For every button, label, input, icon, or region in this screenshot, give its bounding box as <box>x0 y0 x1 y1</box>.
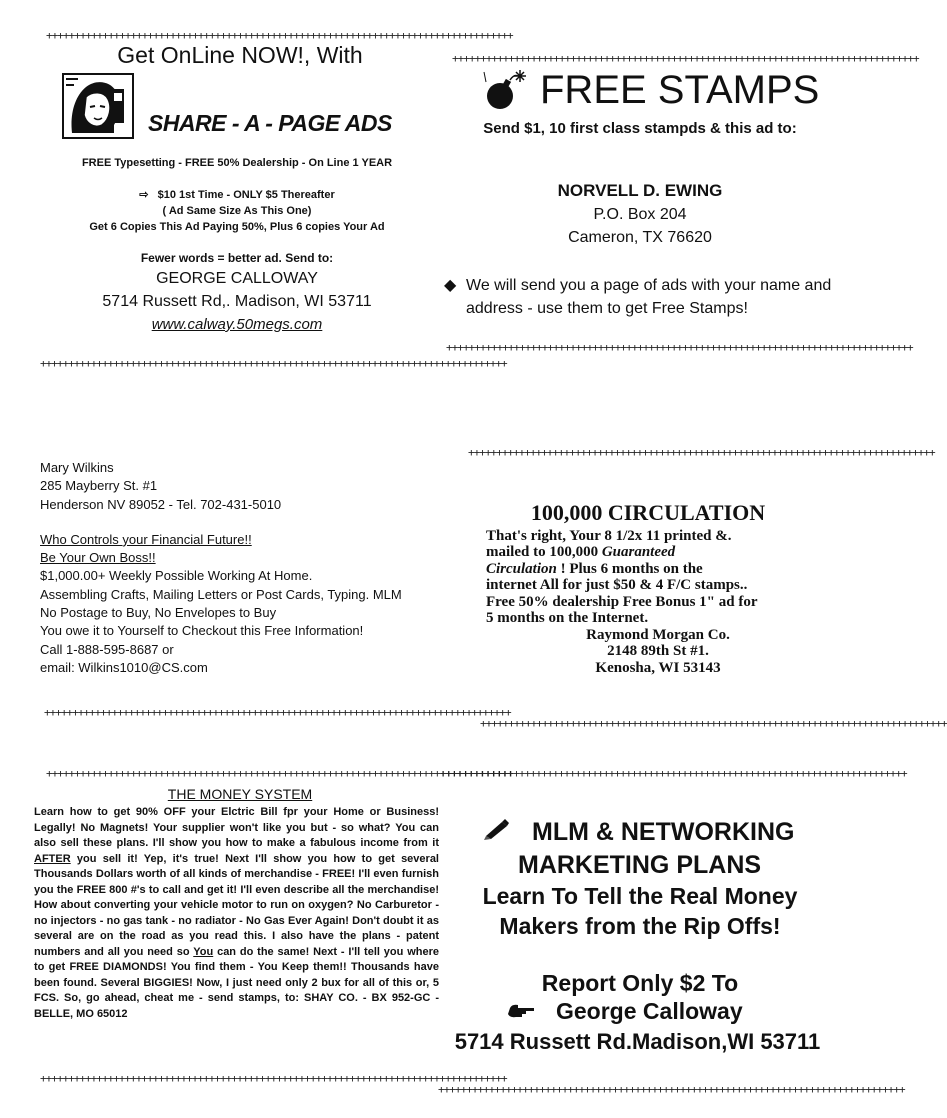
ad-circulation <box>478 500 818 676</box>
ad-share-free-line: FREE Typesetting - FREE 50% Dealership - On Line 1 YEAR <box>81 157 393 169</box>
divider-left-4: +++++++++++++++++++++++++++++++++++++++++++++++++++++++++++++++++++++++++++++++++++ <box>40 1072 507 1085</box>
divider-right-2: +++++++++++++++++++++++++++++++++++++++++++++++++++++++++++++++++++++++++++++++++++ <box>468 446 935 459</box>
divider-right-4: +++++++++++++++++++++++++++++++++++++++++++++++++++++++++++++++++++++++++++++++++++ <box>440 767 907 780</box>
ad-wilkins-headline2: Be Your Own Boss!! <box>40 550 156 566</box>
diamond-bullet-icon: ◆ <box>444 277 457 294</box>
ad-money-body: Learn how to get 90% OFF your Elctric Bill fpr your Home or Business! Legally! No Magnets! Your supplier won't like you but - so what? You can also sell these plans. I'll show you how to make a fabulous income from it AFTER you sell it! Yep, it's true! Next I'll show you how to get several Thousands Dollars worth of all kinds of merchandise - FREE! I'll even furnish you the FREE 800 #'s to call and get it! I'll even describe all the merchandise! How about converting your vehicle motor to run on oxygen? No Carburetor - no injectors - no gas tank - no radiator - No Gas Ever Again! Don't doubt it as several are on the road as you read this. I also have the plans - patent numbers and all you need so You can do the same! Next - I'll tell you where to get FREE DIAMONDS! You find them - You Keep them!! Thousands have been found. Several BIGGIES! Now, I just need only 2 bux for all of this or, 5 FCS. So, go ahead, cheat me - send stamps, to: SHAY CO. - BX 952-GC - BELLE, MO 65012 <box>34 806 439 1020</box>
ad-mlm-line2: Makers from the Rip Offs! <box>499 913 781 939</box>
ad-share-brand: SHARE - A - PAGE ADS <box>148 110 392 136</box>
ad-stamps-city: Cameron, TX 76620 <box>568 229 712 246</box>
ad-share-title: Get OnLine NOW!, With <box>117 42 363 68</box>
arrow-icon: ⇨ <box>139 189 149 201</box>
ad-wilkins-name: Mary Wilkins <box>40 460 114 475</box>
ad-share-copies: Get 6 Copies This Ad Paying 50%, Plus 6 copies Your Ad <box>89 221 385 233</box>
ad-share-name: GEORGE CALLOWAY <box>156 270 318 287</box>
pointing-hand-icon <box>506 1002 536 1020</box>
ad-wilkins-email: email: Wilkins1010@CS.com <box>40 659 208 675</box>
divider-right-3: +++++++++++++++++++++++++++++++++++++++++++++++++++++++++++++++++++++++++++++++++++ <box>480 717 947 730</box>
ad-mlm-heading1: MLM & NETWORKING <box>532 818 795 846</box>
ad-share-address: 5714 Russett Rd,. Madison, WI 53711 <box>102 293 372 310</box>
divider-right-1: +++++++++++++++++++++++++++++++++++++++++++++++++++++++++++++++++++++++++++++++++++ <box>446 341 913 354</box>
ad-wilkins-city-tel: Henderson NV 89052 - Tel. 702-431-5010 <box>40 496 282 512</box>
ad-mlm-name: George Calloway <box>556 998 743 1024</box>
ad-stamps-name: NORVELL D. EWING <box>557 181 723 200</box>
ad-mlm-address: 5714 Russett Rd.Madison,WI 53711 <box>454 1029 821 1054</box>
ad-circulation-line5: Free 50% dealership Free Bonus 1" ad for <box>486 593 758 610</box>
ad-wilkins-postage: No Postage to Buy, No Envelopes to Buy <box>40 605 277 621</box>
divider-top-right: +++++++++++++++++++++++++++++++++++++++++++++++++++++++++++++++++++++++++++++++++++ <box>452 52 919 65</box>
ad-money-title: THE MONEY SYSTEM <box>167 786 313 802</box>
divider-right-5: +++++++++++++++++++++++++++++++++++++++++++++++++++++++++++++++++++++++++++++++++++ <box>438 1083 905 1096</box>
divider-left-1: +++++++++++++++++++++++++++++++++++++++++++++++++++++++++++++++++++++++++++++++++++ <box>40 357 507 370</box>
ad-circulation-line2: mailed to 100,000 Guaranteed <box>486 544 676 560</box>
ad-wilkins-work: Assembling Crafts, Mailing Letters or Post Cards, Typing. MLM <box>40 586 402 602</box>
ad-mlm-report: Report Only $2 To <box>541 970 739 996</box>
ad-wilkins-street: 285 Mayberry St. #1 <box>40 478 158 494</box>
ad-circulation-line6: 5 months on the Internet. <box>486 610 649 626</box>
divider-left-3: +++++++++++++++++++++++++++++++++++++++++++++++++++++++++++++++++++++++++++++++++++ <box>46 767 513 780</box>
divider-left-2: +++++++++++++++++++++++++++++++++++++++++++++++++++++++++++++++++++++++++++++++++++ <box>44 706 511 719</box>
ad-mlm-line1: Learn To Tell the Real Money <box>482 883 798 909</box>
ad-circulation-street: 2148 89th St #1. <box>607 643 709 659</box>
pencil-icon <box>482 818 510 840</box>
ad-circulation-line3: Circulation ! Plus 6 months on the <box>486 560 703 577</box>
woman-on-phone-icon <box>62 73 134 139</box>
ad-circulation-line4: internet All for just $50 & 4 F/C stamps.. <box>486 577 748 593</box>
ad-share-price: $10 1st Time - ONLY $5 Thereafter <box>157 189 335 201</box>
ad-stamps-title: FREE STAMPS <box>540 68 820 112</box>
ad-share-url-link[interactable]: www.calway.50megs.com <box>151 316 323 333</box>
ad-wilkins-weekly: $1,000.00+ Weekly Possible Working At Home. <box>40 568 313 584</box>
ad-wilkins-call: Call 1-888-595-8687 or <box>40 641 174 657</box>
divider-top-left: +++++++++++++++++++++++++++++++++++++++++++++++++++++++++++++++++++++++++++++++++++ <box>46 29 513 42</box>
ad-circulation-line1: That's right, Your 8 1/2x 11 printed &. <box>486 527 732 544</box>
ad-circulation-title: 100,000 CIRCULATION <box>530 500 766 525</box>
ad-share-price-block <box>42 187 432 235</box>
ad-share-size: ( Ad Same Size As This One) <box>162 205 312 217</box>
ad-circulation-city: Kenosha, WI 53143 <box>595 659 721 676</box>
ad-wilkins-headline1: Who Controls your Financial Future!! <box>40 531 252 547</box>
bomb-icon <box>482 68 530 112</box>
ad-stamps-send: Send $1, 10 first class stampds & this ad to: <box>483 120 797 137</box>
ad-stamps-body: We will send you a page of ads with your name and address - use them to get Free Stamps! <box>466 277 832 317</box>
ad-wilkins <box>40 459 440 677</box>
ad-stamps-box: P.O. Box 204 <box>593 206 687 223</box>
ad-mlm-heading2: MARKETING PLANS <box>518 851 762 879</box>
ad-circulation-company: Raymond Morgan Co. <box>586 626 730 643</box>
ad-share-send-to: Fewer words = better ad. Send to: <box>140 251 334 265</box>
ad-wilkins-owe: You owe it to Yourself to Checkout this Free Information! <box>40 623 364 639</box>
